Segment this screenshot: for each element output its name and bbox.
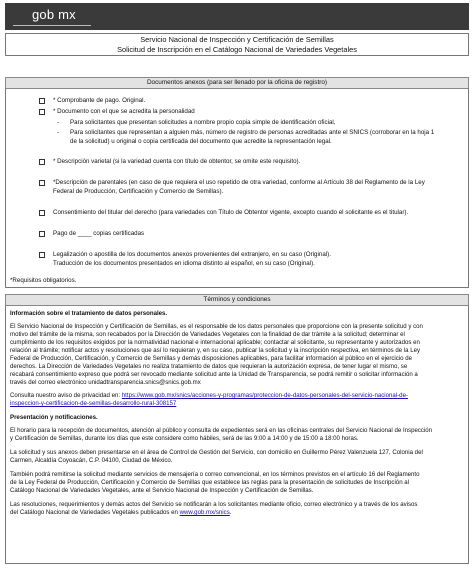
item-pago-copias: Pago de ____ copias certificadas <box>53 230 145 237</box>
privacy-link-line-2 <box>10 400 465 408</box>
item-descripcion-varietal: * Descripción varietal (si la variedad cuenta con título de obtentor, se omite este requisito). <box>53 158 301 165</box>
checkbox-descripcion-parentales[interactable] <box>39 180 45 186</box>
privacy-body-line: relación al trámite; notificar actos y resoluciones que así lo requieran y, en su caso, publicar la solicitud y la inscripción respectiva, en términos de la Ley <box>10 347 421 354</box>
docs-section-heading: Documentos anexos (para ser llenado por la oficina de registro) <box>5 77 469 89</box>
privacy-body-line: derechos. La Dirección de Variedades Vegetales no realiza tratamiento de datos que requieran la autorización expresa, de tener lugar el mismo, se <box>10 363 408 370</box>
presentation-p1-line: El horario para la recepción de documentos, atención al público y consulta de expedientes será en las oficinas centrales del Servicio Nacional de Inspección <box>10 427 433 434</box>
privacy-title: Información sobre el tratamiento de datos personales. <box>10 310 168 317</box>
checkbox-legalizacion[interactable] <box>39 252 45 258</box>
item-traduccion: Traducción de los documentos presentados en idioma distinto al español, en su caso (Original). <box>53 260 315 267</box>
item-comprobante-pago: * Comprobante de pago. Original. <box>53 97 146 104</box>
item-personalidad: * Documento con el que se acredita la personalidad <box>53 108 195 115</box>
docs-section <box>5 88 469 288</box>
bullet-dash: - <box>57 129 60 136</box>
checkbox-comprobante-pago[interactable] <box>39 98 45 104</box>
presentation-p3-line: de la Ley Federal de Producción, Certificación y Comercio de Semillas que establece las reglas para la presentación de solicitudes de Inscripción al <box>10 479 410 486</box>
form-title-line-2: Solicitud de Inscripción en el Catálogo Nacional de Variedades Vegetales <box>117 44 357 54</box>
gob-mx-header <box>5 3 469 30</box>
terms-section <box>5 306 469 564</box>
presentation-p2-line: La solicitud y sus anexos deben presentarse en el área de Control de Gestión del Servicio, con domicilio en Guillermo Pérez Valenzuela 127, Colonia del <box>10 449 423 456</box>
item-descripcion-parentales-2: Federal de Producción, Certificación y Comercio de Semillas). <box>53 188 224 195</box>
privacy-body-line: motivo del trámite de la misma, son recabados por la Dirección de Variedades Vegetales con la finalidad de dar trámite a la solicitud; determinar el <box>10 331 405 338</box>
presentation-p4-line: Las resoluciones, requerimientos y demás actos del Servicio se notificarán a los solicitantes mediante oficio, correo electrónico y a través de los avisos <box>10 501 418 508</box>
checkbox-consentimiento[interactable] <box>39 210 45 216</box>
presentation-p3-line: Catálogo Nacional de Variedades Vegetales, ante el Servicio Nacional de Inspección y Certificación de Semillas. <box>10 487 314 494</box>
presentation-title: Presentación y notificaciones. <box>10 414 98 421</box>
item-consentimiento: Consentimiento del titular del derecho (para variedades con Título de Obtentor vigente, excepto cuando el solicitante es el titular). <box>53 209 409 216</box>
snics-link[interactable]: www.gob.mx/snics <box>179 509 230 516</box>
item-personalidad-sub-2a: Para solicitantes que representan a alguien más, número de registro de personas acreditadas ante el SNICS (corroborar en la hoja 1 <box>70 129 435 136</box>
presentation-p3-line: También podrá remitirse la solicitud mediante servicios de mensajería o correo convencional, en los términos previstos en el artículo 16 del Reglamento <box>10 471 420 478</box>
checkbox-pago-copias[interactable] <box>39 231 45 237</box>
privacy-link-line <box>10 392 465 400</box>
privacy-body-line: El Servicio Nacional de Inspección y Certificación de Semillas, es el responsable de los datos personales que proporcione con la presente solicitud y con <box>10 323 423 330</box>
gob-mx-logo[interactable]: gob mx <box>32 7 76 22</box>
privacy-body-line: recabará consentimiento expreso que podrá ser revocado mediante solicitud ante la Unidad de Transparencia, se podrá remitir o solicitar información a <box>10 371 418 378</box>
item-legalizacion: Legalización o apostilla de los documentos anexos provenientes del extranjero, en su caso (Original). <box>53 251 331 258</box>
privacy-notice-link[interactable]: https://www.gob.mx/snics/acciones-y-programas/proteccion-de-datos-personales-del-servicio-nacional-de- <box>121 392 408 399</box>
privacy-body-line: Federal de Producción, Certificación, y Comercio de Semillas y demás disposiciones aplicables, para facilitar información al público en el ejercicio de <box>10 355 413 362</box>
bullet-dash: - <box>57 119 60 126</box>
item-personalidad-sub-2b: de la solicitud) u original o copia certificada del documento que acredite la representación legal. <box>70 138 332 145</box>
privacy-link-prefix: Consulta nuestro aviso de privacidad en: <box>10 392 122 399</box>
presentation-p1-line: y Certificación de Semillas, durante los días que este considere como hábiles, será de las 9:00 a 14:00 y de 15:00 a 18:00 horas. <box>10 435 359 442</box>
item-personalidad-sub-1: Para solicitantes que presentan solicitudes a nombre propio copia simple de identificación oficial, <box>70 119 336 126</box>
form-title-line-1: Servicio Nacional de Inspección y Certificación de Semillas <box>140 35 334 44</box>
privacy-body-line: cumplimiento de los requisitos exigidos por la normatividad nacional e internacional aplicable; contactar al solicitante, su representante y autorizados en <box>10 339 420 346</box>
header-divider <box>13 25 91 26</box>
presentation-p4-prefix: del Catálogo Nacional de Variedades Vegetales publicados en <box>10 509 180 516</box>
presentation-p4-line-2 <box>10 509 465 517</box>
item-descripcion-parentales-1: *Descripción de parentales (en caso de que requiera el uso repetido de otra variedad, conforme al Artículo 38 del Reglamento de la Ley <box>53 179 425 186</box>
privacy-notice-link-cont[interactable]: inspeccion-y-certificacion-de-semillas-desarrollo-rural-308157 <box>10 400 177 407</box>
presentation-p2-line: Carmen, Alcaldía Coyoacán, C.P. 04100, Ciudad de México. <box>10 457 173 464</box>
form-title <box>5 33 469 56</box>
presentation-p4-suffix: . <box>229 509 232 516</box>
terms-section-heading: Términos y condiciones <box>5 294 469 306</box>
checkbox-descripcion-varietal[interactable] <box>39 159 45 165</box>
checkbox-personalidad[interactable] <box>39 109 45 115</box>
requisitos-note: *Requisitos obligatorios. <box>10 277 77 284</box>
privacy-body-line: través del correo electrónico unidadtransparencia.snics@snics.gob.mx <box>10 379 201 386</box>
